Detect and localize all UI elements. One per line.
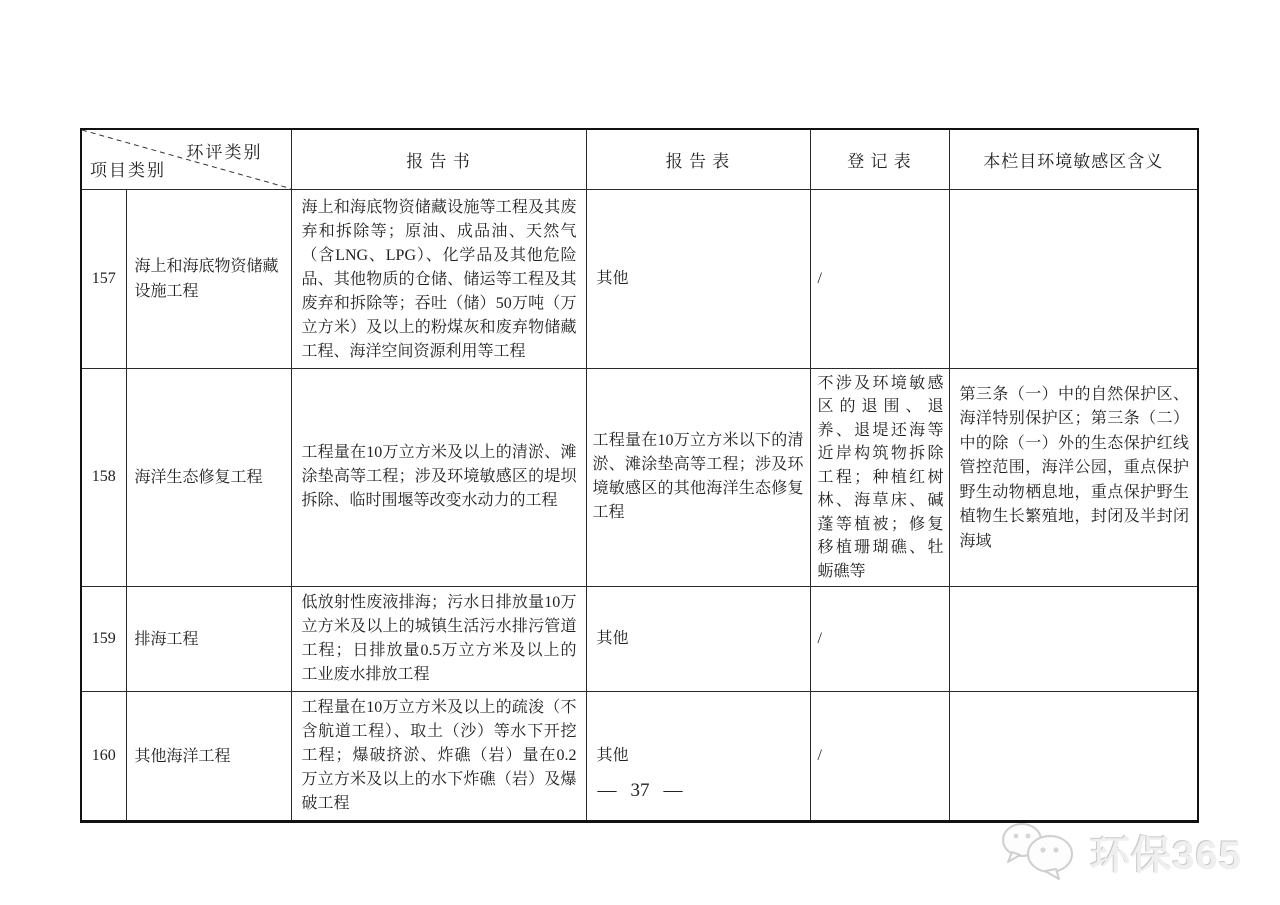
report-book-cell: 工程量在10万立方米及以上的疏浚（不含航道工程）、取土（沙）等水下开挖工程；爆破挤淤、炸礁（岩）量在0.2万立方米及以上的水下炸礁（岩）及爆破工程: [291, 692, 586, 822]
page-number-footer: [0, 780, 1280, 802]
report-book-cell: 低放射性废液排海；污水日排放量10万立方米及以上的城镇生活污水排污管道工程；日排放量0.5万立方米及以上的工业废水排放工程: [291, 587, 586, 692]
footer-right-dash: —: [663, 780, 683, 801]
row-number: 157: [81, 189, 126, 368]
table-header-row: [81, 129, 1198, 189]
registration-form-cell: /: [810, 587, 949, 692]
project-category: 海洋生态修复工程: [126, 368, 291, 587]
table-row: [81, 189, 1198, 368]
diagonal-header-cell: [81, 129, 291, 189]
report-form-cell: 工程量在10万立方米以下的清淤、滩涂垫高等工程；涉及环境敏感区的其他海洋生态修复工程: [586, 368, 810, 587]
wechat-icon: [996, 818, 1082, 886]
row-number: 159: [81, 587, 126, 692]
row-number: 158: [81, 368, 126, 587]
report-book-cell: 工程量在10万立方米及以上的清淤、滩涂垫高等工程；涉及环境敏感区的堤坝拆除、临时围堰等改变水动力的工程: [291, 368, 586, 587]
project-category: 其他海洋工程: [126, 692, 291, 822]
page-number: 37: [630, 780, 650, 801]
sensitive-meaning-cell: [949, 189, 1198, 368]
brand-name: 环保365: [1090, 833, 1242, 878]
table-row: [81, 587, 1198, 692]
project-category: 海上和海底物资储藏设施工程: [126, 189, 291, 368]
registration-form-cell: /: [810, 189, 949, 368]
header-report-form: 报 告 表: [586, 129, 810, 189]
header-project-category: 项目类别: [90, 160, 166, 180]
footer-left-dash: —: [597, 780, 617, 801]
report-form-cell: 其他: [586, 692, 810, 822]
header-registration-form: 登 记 表: [810, 129, 949, 189]
brand-watermark: [996, 818, 1242, 886]
header-report-book: 报 告 书: [291, 129, 586, 189]
registration-form-cell: /: [810, 692, 949, 822]
report-book-cell: 海上和海底物资储藏设施等工程及其废弃和拆除等；原油、成品油、天然气（含LNG、LPG）、化学品及其他危险品、其他物质的仓储、储运等工程及其废弃和拆除等；吞吐（储）50万吨（万立方米）及以上的粉煤灰和废弃物储藏工程、海洋空间资源利用等工程: [291, 189, 586, 368]
header-sensitive-meaning: 本栏目环境敏感区含义: [949, 129, 1198, 189]
table-row: [81, 368, 1198, 587]
row-number: 160: [81, 692, 126, 822]
sensitive-meaning-cell: [949, 692, 1198, 822]
report-form-cell: 其他: [586, 189, 810, 368]
table-row: [81, 692, 1198, 822]
sensitive-meaning-cell: 第三条（一）中的自然保护区、海洋特别保护区；第三条（二）中的除（一）外的生态保护红线管控范围，海洋公园，重点保护野生动物栖息地，重点保护野生植物生长繁殖地，封闭及半封闭海域: [949, 368, 1198, 587]
sensitive-meaning-cell: [949, 587, 1198, 692]
header-eia-category: 环评类别: [186, 143, 263, 162]
project-category: 排海工程: [126, 587, 291, 692]
registration-form-cell: 不涉及环境敏感区的退围、退养、退堤还海等近岸构筑物拆除工程；种植红树林、海草床、碱蓬等植被；修复移植珊瑚礁、牡蛎礁等: [810, 368, 949, 587]
classification-table: [80, 128, 1197, 823]
report-form-cell: 其他: [586, 587, 810, 692]
